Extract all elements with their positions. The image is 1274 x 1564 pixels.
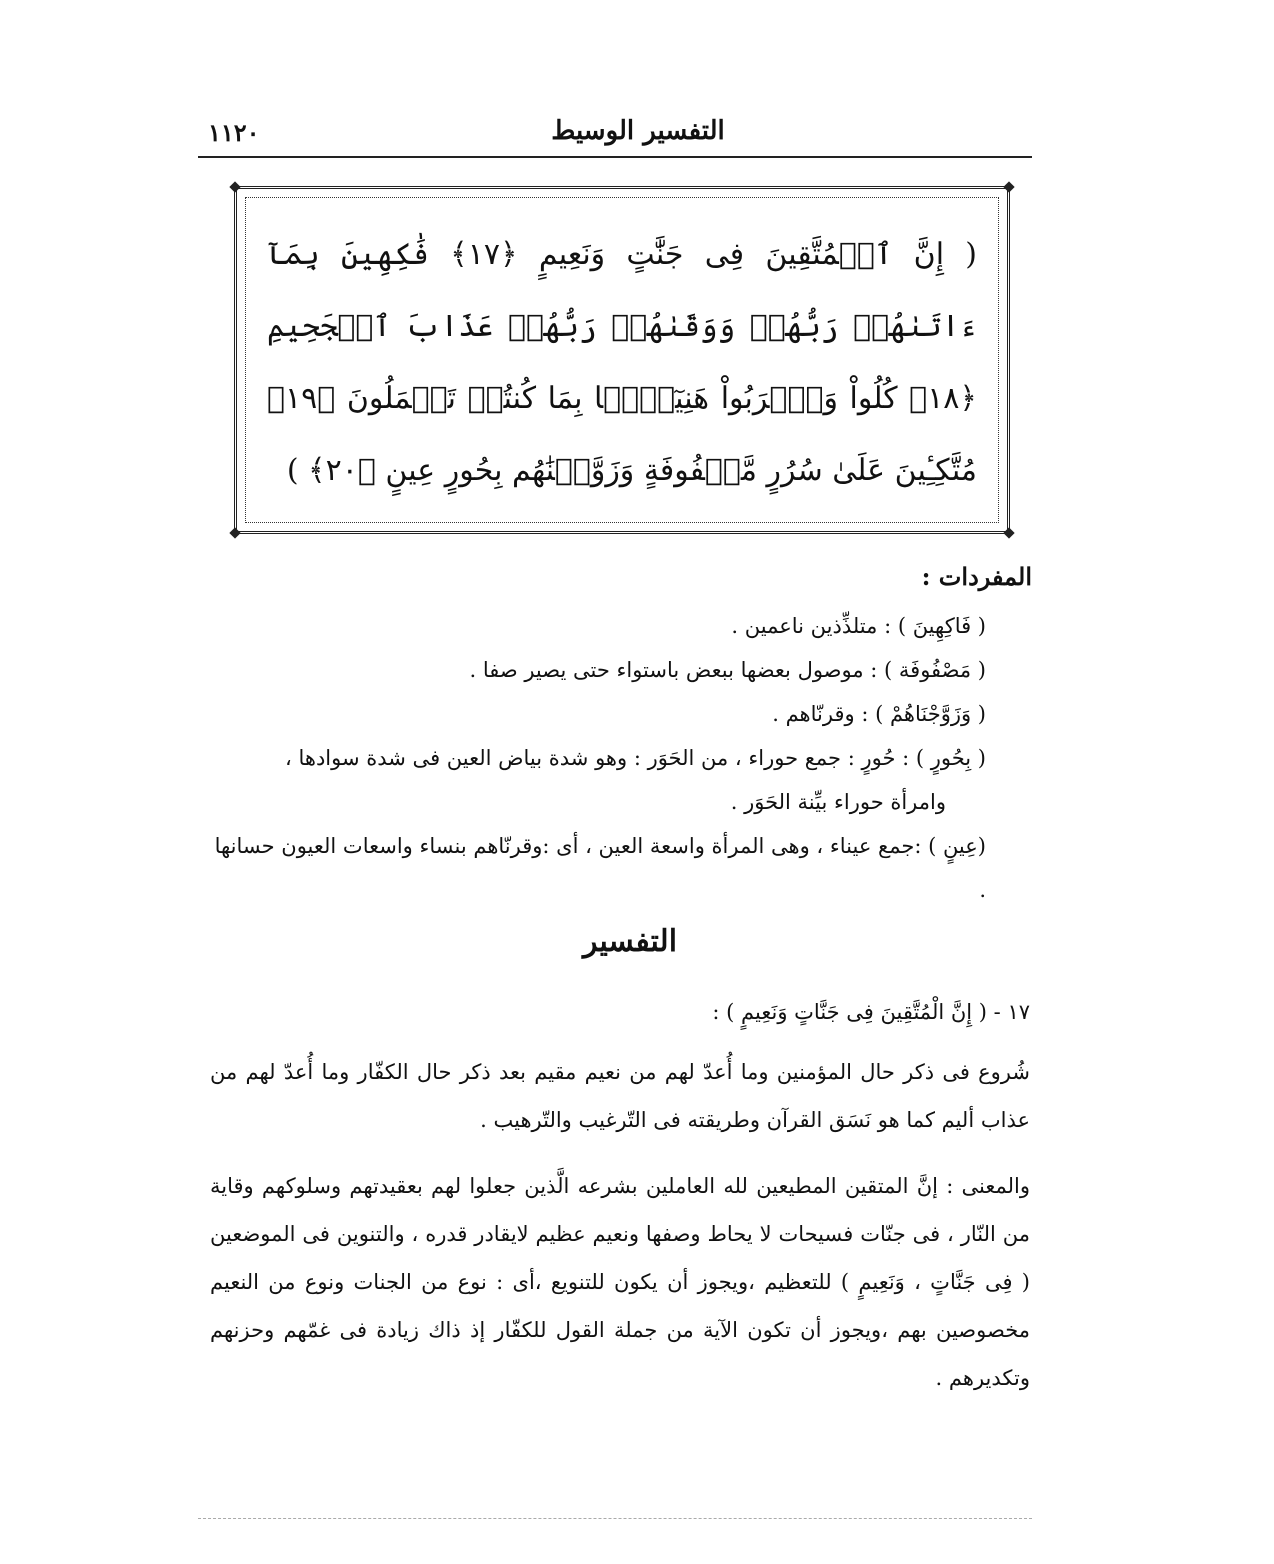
frame-ornament-icon	[229, 181, 240, 192]
frame-ornament-icon	[229, 527, 240, 538]
tafsir-paragraph-2: والمعنى : إنَّ المتقين المطيعين لله العاملين بشرعه الَّذين جعلوا لهم بعقيدتهم وسلوكهم وقاية من النّار ، فى جنّات فسيحات لا يحاط وصفها ونعيم عظيم لايقادر قدره ، والتنوين فى الموضعين ( فِى جَنَّاتٍ ، وَنَعِيمٍ ) للتعظيم ،ويجوز أن يكون للتنويع ،أى : نوع من الجنات ونوع من النعيم مخصوصين بهم ،ويجوز أن تكون الآية من جملة القول للكفّار إذ ذاك زيادة فى غمّهم وحزنهم وتكديرهم .	[210, 1174, 1030, 1390]
quran-verses: ( إِنَّ ٱلۡمُتَّقِينَ فِى جَنَّٰتٍ وَنَعِيمٍ ﴿١٧﴾ فَٰكِهِينَ بِمَآ ءَاتَىٰهُمۡ رَبُّهُمۡ وَوَقَىٰهُمۡ رَبُّهُمۡ عَذَابَ ٱلۡجَحِيمِ ﴿١٨﴾ كُلُواْ وَٱشۡرَبُواْ هَنِيٓـَٔۢا بِمَا كُنتُمۡ تَعۡمَلُونَ ﴿١٩﴾ مُتَّكِـِٔينَ عَلَىٰ سُرُرٍ مَّصۡفُوفَةٍ وَزَوَّجۡنَٰهُم بِحُورٍ عِينٍ ﴿٢٠﴾ )	[267, 237, 978, 488]
page-header	[198, 112, 1032, 158]
vocab-item: ( بِحُورٍ ) : حُورٍ : جمع حوراء ، من الحَوَر : وهو شدة بياض العين فى شدة سوادها ،	[285, 746, 986, 770]
frame-ornament-icon	[1003, 181, 1014, 192]
frame-ornament-icon	[1003, 527, 1014, 538]
vocabulary-heading: المفردات :	[921, 562, 1032, 591]
vocab-item: ( مَصْفُوفَة ) : موصول بعضها ببعض باستواء حتى يصير صفا .	[469, 658, 986, 682]
running-title: التفسير الوسيط	[551, 116, 725, 146]
tafsir-paragraph-1: شُروع فى ذكر حال المؤمنين وما أُعدّ لهم من نعيم مقيم بعد ذكر حال الكفّار وما أُعدّ لهم من عذاب أليم كما هو نَسَق القرآن وطريقته فى التّرغيب والتّرهيب .	[210, 1060, 1030, 1132]
vocabulary-list	[210, 604, 986, 912]
vocab-item: ( وَزَوَّجْنَاهُمْ ) : وقرنّاهم .	[772, 702, 986, 726]
vocab-item: (عِينٍ ) :جمع عيناء ، وهى المرأة واسعة العين ، أى :وقرنّاهم بنساء واسعات العيون حسانها .	[214, 834, 986, 902]
verse-reference: ١٧ - ( إِنَّ الْمُتَّقِينَ فِى جَنَّاتٍ وَنَعِيمٍ ) :	[712, 1000, 1030, 1024]
tafsir-heading: التفسير	[582, 924, 678, 959]
vocab-item: ( فَاكِهِينَ ) : متلذِّذين ناعمين .	[731, 614, 986, 638]
verse-frame	[234, 186, 1010, 534]
page-number: ١١٢٠	[208, 118, 260, 147]
vocab-item-continuation: وامرأة حوراء بيِّنة الحَوَر .	[730, 790, 946, 814]
footer-rule	[198, 1518, 1032, 1519]
